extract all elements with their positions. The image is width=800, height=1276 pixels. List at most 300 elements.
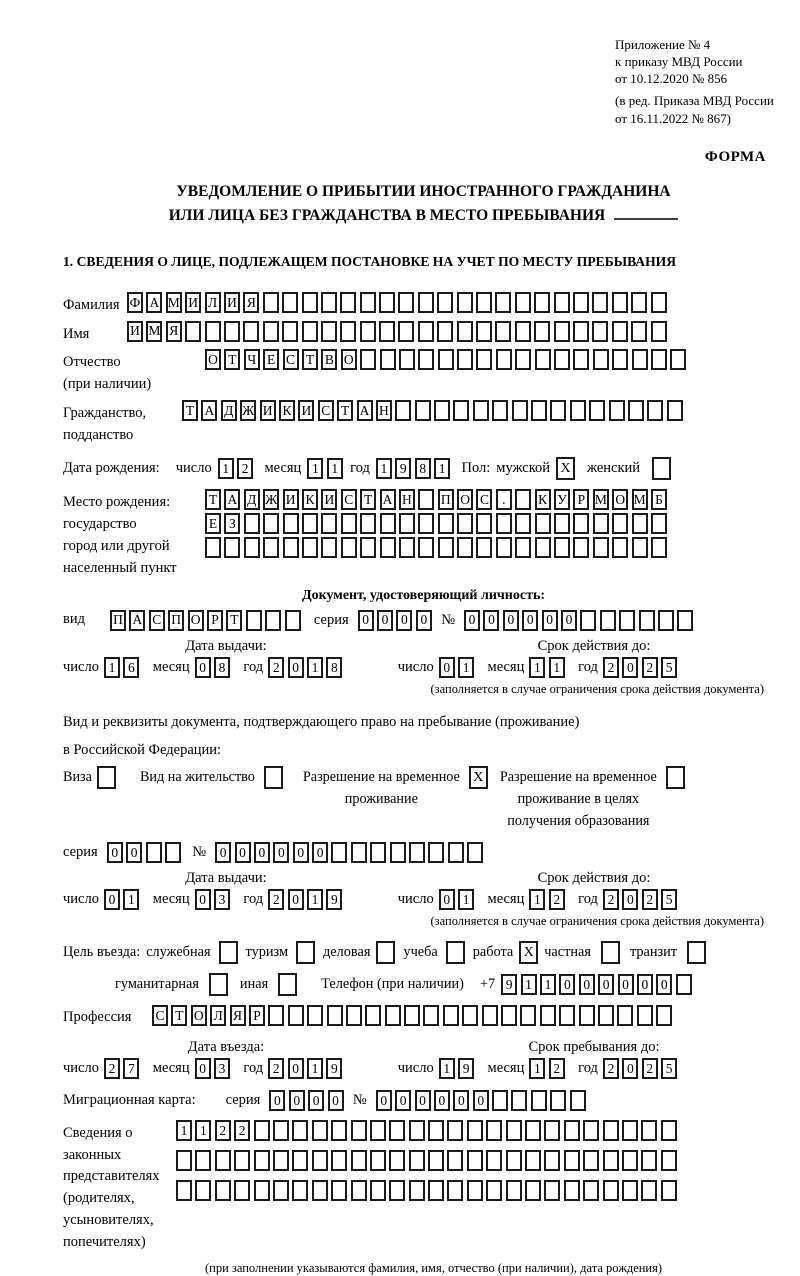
char-cell[interactable]: [346, 1005, 362, 1026]
char-cell[interactable]: [176, 1150, 192, 1171]
char-cell[interactable]: С: [476, 489, 492, 510]
char-cell[interactable]: [534, 292, 550, 313]
char-cell[interactable]: 0: [542, 610, 558, 631]
char-cell[interactable]: [380, 537, 396, 558]
char-cell[interactable]: [617, 1005, 633, 1026]
char-cell[interactable]: Я: [166, 321, 182, 342]
char-cell[interactable]: 0: [561, 610, 577, 631]
char-cell[interactable]: [443, 1005, 459, 1026]
residence-permit-checkbox[interactable]: [264, 766, 283, 789]
char-cell[interactable]: [331, 1180, 347, 1201]
char-cell[interactable]: [612, 349, 628, 370]
char-cell[interactable]: [467, 1150, 483, 1171]
char-cell[interactable]: О: [188, 610, 204, 631]
char-cell[interactable]: 5: [661, 1058, 677, 1079]
char-cell[interactable]: [554, 513, 570, 534]
char-cell[interactable]: [525, 1180, 541, 1201]
char-cell[interactable]: 1: [549, 657, 565, 678]
char-cell[interactable]: [535, 537, 551, 558]
char-cell[interactable]: [418, 537, 434, 558]
char-cell[interactable]: [418, 489, 434, 510]
temporary-residence-education-checkbox[interactable]: [666, 766, 685, 789]
char-cell[interactable]: [496, 537, 512, 558]
char-cell[interactable]: Я: [230, 1005, 246, 1026]
char-cell[interactable]: А: [201, 400, 217, 421]
char-cell[interactable]: [195, 1180, 211, 1201]
char-cell[interactable]: [365, 1005, 381, 1026]
char-cell[interactable]: [438, 513, 454, 534]
char-cell[interactable]: [619, 610, 635, 631]
char-cell[interactable]: [641, 1120, 657, 1141]
char-cell[interactable]: Т: [171, 1005, 187, 1026]
char-cell[interactable]: 0: [195, 889, 211, 910]
char-cell[interactable]: 2: [549, 1058, 565, 1079]
char-cell[interactable]: 1: [529, 1058, 545, 1079]
char-cell[interactable]: 2: [237, 458, 253, 479]
char-cell[interactable]: [495, 292, 511, 313]
char-cell[interactable]: 0: [439, 889, 455, 910]
char-cell[interactable]: К: [535, 489, 551, 510]
char-cell[interactable]: [667, 400, 683, 421]
char-cell[interactable]: О: [457, 489, 473, 510]
char-cell[interactable]: [593, 349, 609, 370]
char-cell[interactable]: [540, 1005, 556, 1026]
char-cell[interactable]: 2: [603, 889, 619, 910]
char-cell[interactable]: [622, 1120, 638, 1141]
char-cell[interactable]: [593, 537, 609, 558]
char-cell[interactable]: Б: [651, 489, 667, 510]
char-cell[interactable]: Д: [244, 489, 260, 510]
char-cell[interactable]: 0: [358, 610, 374, 631]
char-cell[interactable]: 0: [522, 610, 538, 631]
char-cell[interactable]: 0: [312, 842, 328, 863]
char-cell[interactable]: 0: [464, 610, 480, 631]
char-cell[interactable]: [661, 1120, 677, 1141]
char-cell[interactable]: 3: [214, 889, 230, 910]
char-cell[interactable]: 0: [503, 610, 519, 631]
char-cell[interactable]: 2: [234, 1120, 250, 1141]
char-cell[interactable]: [632, 349, 648, 370]
char-cell[interactable]: [246, 610, 262, 631]
char-cell[interactable]: 0: [288, 1058, 304, 1079]
char-cell[interactable]: И: [185, 292, 201, 313]
char-cell[interactable]: [415, 400, 431, 421]
char-cell[interactable]: 0: [473, 1090, 489, 1111]
char-cell[interactable]: 0: [598, 974, 614, 995]
char-cell[interactable]: Ж: [240, 400, 256, 421]
char-cell[interactable]: [273, 1120, 289, 1141]
char-cell[interactable]: [395, 400, 411, 421]
char-cell[interactable]: Е: [205, 513, 221, 534]
char-cell[interactable]: [534, 321, 550, 342]
char-cell[interactable]: [631, 321, 647, 342]
char-cell[interactable]: Л: [205, 292, 221, 313]
char-cell[interactable]: [564, 1180, 580, 1201]
char-cell[interactable]: [476, 537, 492, 558]
char-cell[interactable]: 0: [195, 657, 211, 678]
char-cell[interactable]: [573, 537, 589, 558]
char-cell[interactable]: [302, 513, 318, 534]
char-cell[interactable]: [515, 513, 531, 534]
char-cell[interactable]: [254, 1150, 270, 1171]
char-cell[interactable]: 0: [656, 974, 672, 995]
char-cell[interactable]: 2: [215, 1120, 231, 1141]
purpose-humanitarian-checkbox[interactable]: [209, 973, 228, 996]
char-cell[interactable]: [476, 292, 492, 313]
char-cell[interactable]: [506, 1150, 522, 1171]
char-cell[interactable]: 0: [107, 842, 123, 863]
char-cell[interactable]: 1: [307, 657, 323, 678]
char-cell[interactable]: [559, 1005, 575, 1026]
char-cell[interactable]: 0: [288, 889, 304, 910]
char-cell[interactable]: [677, 610, 693, 631]
purpose-work-checkbox[interactable]: X: [519, 941, 538, 964]
char-cell[interactable]: [544, 1150, 560, 1171]
char-cell[interactable]: [273, 1150, 289, 1171]
char-cell[interactable]: Т: [224, 349, 240, 370]
char-cell[interactable]: [501, 1005, 517, 1026]
char-cell[interactable]: [612, 537, 628, 558]
char-cell[interactable]: О: [341, 349, 357, 370]
char-cell[interactable]: [288, 1005, 304, 1026]
char-cell[interactable]: [603, 1150, 619, 1171]
char-cell[interactable]: [244, 513, 260, 534]
char-cell[interactable]: О: [191, 1005, 207, 1026]
char-cell[interactable]: [656, 1005, 672, 1026]
char-cell[interactable]: [409, 1120, 425, 1141]
char-cell[interactable]: [592, 321, 608, 342]
char-cell[interactable]: 0: [377, 610, 393, 631]
char-cell[interactable]: [351, 1180, 367, 1201]
char-cell[interactable]: [676, 974, 692, 995]
char-cell[interactable]: 1: [176, 1120, 192, 1141]
char-cell[interactable]: Р: [573, 489, 589, 510]
char-cell[interactable]: Ж: [263, 489, 279, 510]
char-cell[interactable]: [473, 400, 489, 421]
char-cell[interactable]: Е: [263, 349, 279, 370]
char-cell[interactable]: Т: [337, 400, 353, 421]
char-cell[interactable]: 2: [603, 657, 619, 678]
char-cell[interactable]: [583, 1120, 599, 1141]
char-cell[interactable]: [224, 537, 240, 558]
char-cell[interactable]: 2: [642, 889, 658, 910]
char-cell[interactable]: [632, 537, 648, 558]
char-cell[interactable]: А: [224, 489, 240, 510]
char-cell[interactable]: [340, 321, 356, 342]
char-cell[interactable]: Т: [226, 610, 242, 631]
char-cell[interactable]: [632, 513, 648, 534]
char-cell[interactable]: С: [283, 349, 299, 370]
char-cell[interactable]: 0: [453, 1090, 469, 1111]
char-cell[interactable]: [409, 842, 425, 863]
char-cell[interactable]: 9: [501, 974, 517, 995]
char-cell[interactable]: 1: [376, 458, 392, 479]
purpose-other-checkbox[interactable]: [278, 973, 297, 996]
char-cell[interactable]: 0: [483, 610, 499, 631]
char-cell[interactable]: [515, 537, 531, 558]
char-cell[interactable]: [165, 842, 181, 863]
char-cell[interactable]: [327, 1005, 343, 1026]
char-cell[interactable]: [370, 1180, 386, 1201]
char-cell[interactable]: [486, 1150, 502, 1171]
char-cell[interactable]: .: [496, 489, 512, 510]
char-cell[interactable]: [404, 1005, 420, 1026]
char-cell[interactable]: [603, 1180, 619, 1201]
char-cell[interactable]: [434, 400, 450, 421]
char-cell[interactable]: [360, 321, 376, 342]
char-cell[interactable]: [302, 292, 318, 313]
char-cell[interactable]: [609, 400, 625, 421]
char-cell[interactable]: [603, 1120, 619, 1141]
char-cell[interactable]: С: [318, 400, 334, 421]
char-cell[interactable]: 1: [540, 974, 556, 995]
char-cell[interactable]: [360, 513, 376, 534]
char-cell[interactable]: 0: [622, 889, 638, 910]
char-cell[interactable]: [263, 292, 279, 313]
char-cell[interactable]: [525, 1150, 541, 1171]
char-cell[interactable]: К: [302, 489, 318, 510]
char-cell[interactable]: [205, 321, 221, 342]
char-cell[interactable]: И: [298, 400, 314, 421]
char-cell[interactable]: [321, 513, 337, 534]
char-cell[interactable]: 3: [214, 1058, 230, 1079]
char-cell[interactable]: [273, 1180, 289, 1201]
char-cell[interactable]: [658, 610, 674, 631]
char-cell[interactable]: Н: [376, 400, 392, 421]
char-cell[interactable]: [341, 513, 357, 534]
char-cell[interactable]: [398, 292, 414, 313]
char-cell[interactable]: О: [205, 349, 221, 370]
char-cell[interactable]: [564, 1120, 580, 1141]
char-cell[interactable]: [651, 513, 667, 534]
char-cell[interactable]: [515, 292, 531, 313]
char-cell[interactable]: [380, 349, 396, 370]
char-cell[interactable]: А: [380, 489, 396, 510]
sex-female-checkbox[interactable]: [652, 457, 671, 480]
char-cell[interactable]: И: [127, 321, 143, 342]
char-cell[interactable]: 1: [529, 889, 545, 910]
char-cell[interactable]: [531, 400, 547, 421]
char-cell[interactable]: [215, 1180, 231, 1201]
char-cell[interactable]: 0: [273, 842, 289, 863]
char-cell[interactable]: [580, 610, 596, 631]
char-cell[interactable]: [268, 1005, 284, 1026]
char-cell[interactable]: М: [632, 489, 648, 510]
purpose-official-checkbox[interactable]: [219, 941, 238, 964]
purpose-private-checkbox[interactable]: [601, 941, 620, 964]
char-cell[interactable]: [564, 1150, 580, 1171]
char-cell[interactable]: [351, 842, 367, 863]
char-cell[interactable]: И: [224, 292, 240, 313]
char-cell[interactable]: [428, 1120, 444, 1141]
char-cell[interactable]: [554, 537, 570, 558]
char-cell[interactable]: 0: [195, 1058, 211, 1079]
char-cell[interactable]: [612, 513, 628, 534]
char-cell[interactable]: 0: [637, 974, 653, 995]
char-cell[interactable]: [312, 1180, 328, 1201]
char-cell[interactable]: [506, 1120, 522, 1141]
char-cell[interactable]: [589, 400, 605, 421]
char-cell[interactable]: 9: [326, 889, 342, 910]
char-cell[interactable]: [637, 1005, 653, 1026]
char-cell[interactable]: 0: [415, 1090, 431, 1111]
char-cell[interactable]: 2: [603, 1058, 619, 1079]
char-cell[interactable]: [321, 537, 337, 558]
char-cell[interactable]: [234, 1150, 250, 1171]
char-cell[interactable]: 2: [549, 889, 565, 910]
char-cell[interactable]: М: [146, 321, 162, 342]
char-cell[interactable]: [628, 400, 644, 421]
char-cell[interactable]: [409, 1180, 425, 1201]
char-cell[interactable]: [476, 349, 492, 370]
char-cell[interactable]: С: [152, 1005, 168, 1026]
char-cell[interactable]: Т: [302, 349, 318, 370]
char-cell[interactable]: [651, 321, 667, 342]
char-cell[interactable]: [428, 1150, 444, 1171]
char-cell[interactable]: 1: [434, 458, 450, 479]
char-cell[interactable]: 1: [195, 1120, 211, 1141]
char-cell[interactable]: Р: [207, 610, 223, 631]
char-cell[interactable]: [506, 1180, 522, 1201]
char-cell[interactable]: [360, 349, 376, 370]
char-cell[interactable]: 0: [288, 657, 304, 678]
char-cell[interactable]: [389, 1150, 405, 1171]
char-cell[interactable]: [292, 1180, 308, 1201]
char-cell[interactable]: [525, 1120, 541, 1141]
char-cell[interactable]: [550, 400, 566, 421]
char-cell[interactable]: [409, 1150, 425, 1171]
char-cell[interactable]: У: [554, 489, 570, 510]
char-cell[interactable]: 0: [622, 1058, 638, 1079]
char-cell[interactable]: 2: [642, 657, 658, 678]
char-cell[interactable]: 0: [439, 657, 455, 678]
char-cell[interactable]: 1: [529, 657, 545, 678]
char-cell[interactable]: [244, 537, 260, 558]
char-cell[interactable]: 1: [307, 1058, 323, 1079]
char-cell[interactable]: [418, 513, 434, 534]
char-cell[interactable]: [341, 537, 357, 558]
char-cell[interactable]: [379, 321, 395, 342]
char-cell[interactable]: [331, 1120, 347, 1141]
char-cell[interactable]: И: [283, 489, 299, 510]
char-cell[interactable]: 0: [126, 842, 142, 863]
char-cell[interactable]: [399, 349, 415, 370]
char-cell[interactable]: [641, 1150, 657, 1171]
char-cell[interactable]: Я: [243, 292, 259, 313]
char-cell[interactable]: В: [321, 349, 337, 370]
char-cell[interactable]: Т: [360, 489, 376, 510]
char-cell[interactable]: 1: [123, 889, 139, 910]
char-cell[interactable]: [263, 321, 279, 342]
char-cell[interactable]: П: [438, 489, 454, 510]
char-cell[interactable]: [631, 292, 647, 313]
char-cell[interactable]: М: [593, 489, 609, 510]
char-cell[interactable]: [331, 842, 347, 863]
char-cell[interactable]: [512, 400, 528, 421]
char-cell[interactable]: [389, 1180, 405, 1201]
char-cell[interactable]: [476, 321, 492, 342]
char-cell[interactable]: [639, 610, 655, 631]
char-cell[interactable]: [398, 321, 414, 342]
char-cell[interactable]: [520, 1005, 536, 1026]
char-cell[interactable]: [462, 1005, 478, 1026]
char-cell[interactable]: А: [357, 400, 373, 421]
char-cell[interactable]: О: [612, 489, 628, 510]
char-cell[interactable]: 7: [123, 1058, 139, 1079]
char-cell[interactable]: [467, 842, 483, 863]
char-cell[interactable]: [176, 1180, 192, 1201]
char-cell[interactable]: [622, 1150, 638, 1171]
char-cell[interactable]: [457, 292, 473, 313]
char-cell[interactable]: [641, 1180, 657, 1201]
char-cell[interactable]: 2: [104, 1058, 120, 1079]
char-cell[interactable]: [307, 1005, 323, 1026]
char-cell[interactable]: 1: [307, 889, 323, 910]
char-cell[interactable]: [360, 537, 376, 558]
char-cell[interactable]: [265, 610, 281, 631]
char-cell[interactable]: [598, 1005, 614, 1026]
char-cell[interactable]: 1: [218, 458, 234, 479]
purpose-tourism-checkbox[interactable]: [296, 941, 315, 964]
char-cell[interactable]: [428, 1180, 444, 1201]
char-cell[interactable]: [370, 1150, 386, 1171]
char-cell[interactable]: [515, 321, 531, 342]
char-cell[interactable]: [379, 292, 395, 313]
char-cell[interactable]: [467, 1120, 483, 1141]
char-cell[interactable]: [399, 537, 415, 558]
char-cell[interactable]: 0: [396, 610, 412, 631]
char-cell[interactable]: [340, 292, 356, 313]
char-cell[interactable]: [282, 292, 298, 313]
char-cell[interactable]: 0: [293, 842, 309, 863]
char-cell[interactable]: [515, 349, 531, 370]
char-cell[interactable]: 2: [642, 1058, 658, 1079]
char-cell[interactable]: 9: [395, 458, 411, 479]
char-cell[interactable]: [292, 1150, 308, 1171]
char-cell[interactable]: [448, 842, 464, 863]
char-cell[interactable]: [570, 400, 586, 421]
char-cell[interactable]: 0: [235, 842, 251, 863]
char-cell[interactable]: И: [321, 489, 337, 510]
char-cell[interactable]: [146, 842, 162, 863]
char-cell[interactable]: 1: [327, 458, 343, 479]
char-cell[interactable]: [651, 292, 667, 313]
char-cell[interactable]: 2: [268, 657, 284, 678]
char-cell[interactable]: [612, 321, 628, 342]
char-cell[interactable]: [573, 321, 589, 342]
sex-male-checkbox[interactable]: X: [556, 457, 575, 480]
char-cell[interactable]: 2: [268, 1058, 284, 1079]
char-cell[interactable]: [670, 349, 686, 370]
char-cell[interactable]: [385, 1005, 401, 1026]
char-cell[interactable]: [554, 292, 570, 313]
char-cell[interactable]: [447, 1180, 463, 1201]
char-cell[interactable]: [593, 513, 609, 534]
char-cell[interactable]: Д: [221, 400, 237, 421]
char-cell[interactable]: [573, 349, 589, 370]
char-cell[interactable]: 0: [395, 1090, 411, 1111]
char-cell[interactable]: Ф: [127, 292, 143, 313]
char-cell[interactable]: [476, 513, 492, 534]
char-cell[interactable]: 0: [215, 842, 231, 863]
char-cell[interactable]: [554, 321, 570, 342]
char-cell[interactable]: Р: [249, 1005, 265, 1026]
char-cell[interactable]: З: [224, 513, 240, 534]
char-cell[interactable]: [573, 513, 589, 534]
char-cell[interactable]: [380, 513, 396, 534]
char-cell[interactable]: Н: [399, 489, 415, 510]
char-cell[interactable]: [437, 321, 453, 342]
